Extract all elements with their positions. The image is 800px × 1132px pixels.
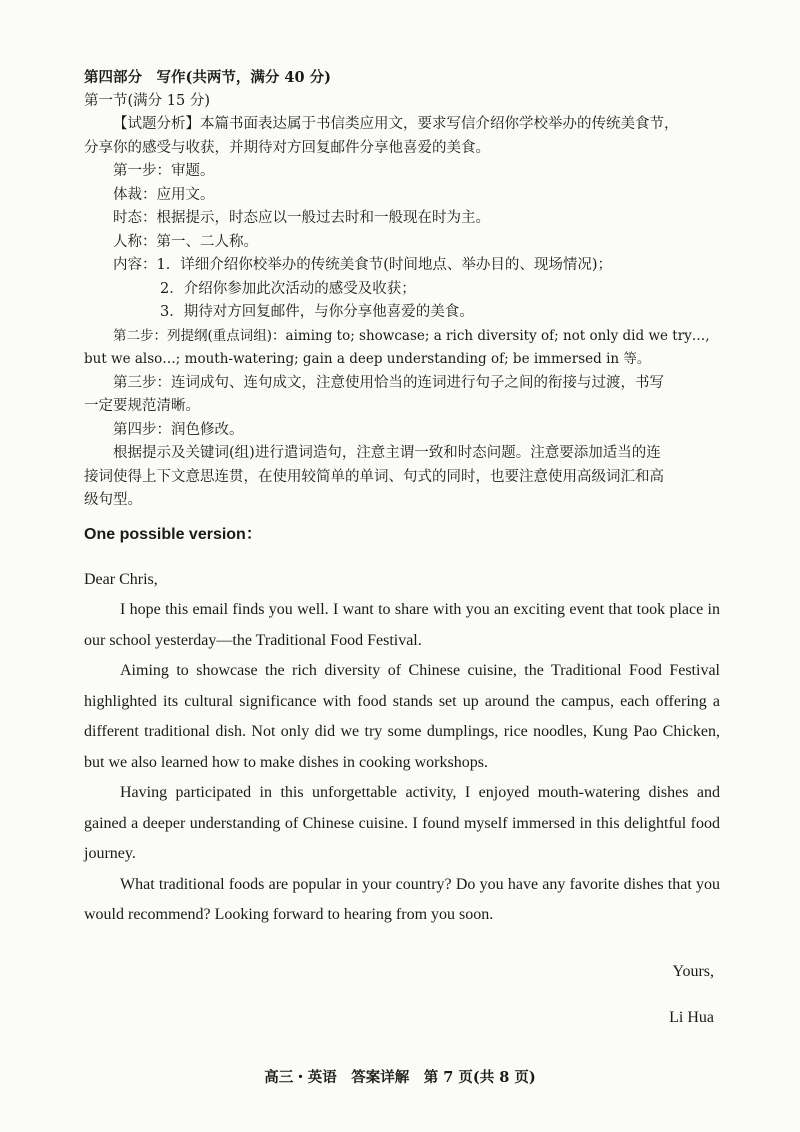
letter-greeting: Dear Chris, (84, 570, 158, 588)
person-line: 人称：第一、二人称。 (113, 233, 258, 250)
genre-line: 体裁：应用文。 (113, 186, 215, 203)
letter-paragraph: I hope this email finds you well. I want to share with you an exciting event that took place in our school yesterday—the Traditional Food Festival. (84, 601, 720, 649)
step-three-line: 一定要规范清晰。 (84, 398, 200, 414)
letter-signature: Li Hua (669, 1008, 714, 1026)
letter-paragraph: Having participated in this unforgettable activity, I enjoyed mouth-watering dishes and gained a deeper understanding of Chinese cuisine. I found myself immersed in this delightful food journey. (84, 784, 720, 862)
letter-paragraph: Aiming to showcase the rich diversity of Chinese cuisine, the Traditional Food Festival highlighted its cultural significance with food stands set up around the campus, each offering a different traditional dish. Not only did we try some dumplings, rice noodles, Kung Pao Chicken, but we also learned how to make dishes in cooking workshops. (84, 662, 720, 771)
content-item: 3．期待对方回复邮件，与你分享他喜爱的美食。 (160, 304, 474, 320)
answer-page (84, 66, 720, 1049)
step-one: 第一步：审题。 (113, 163, 215, 179)
step-two-line: but we also…; mouth-watering; gain a deep understanding of; be immersed in 等。 (84, 351, 651, 367)
summary-line: 接词使得上下文意思连贯，在使用较简单的单词、句式的同时，也要注意使用高级词汇和高 (84, 468, 664, 485)
summary-line: 根据提示及关键词(组)进行遣词造句，注意主谓一致和时态问题。注意要添加适当的连 (113, 445, 661, 461)
sample-version (84, 521, 720, 1033)
letter-closing: Yours, (672, 962, 714, 980)
analysis-intro-line: 【试题分析】本篇书面表达属于书信类应用文，要求写信介绍你学校举办的传统美食节， (113, 116, 679, 132)
version-heading: One possible version： (84, 525, 262, 543)
step-three-line: 第三步：连词成句、连句成文，注意使用恰当的连词进行句子之间的衔接与过渡，书写 (113, 374, 664, 391)
content-item: 2．介绍你参加此次活动的感受及收获； (160, 280, 416, 297)
summary-line: 级句型。 (84, 492, 142, 508)
page-footer: 高三・英语 答案详解 第 7 页(共 8 页) (264, 1069, 536, 1086)
letter-paragraph: What traditional foods are popular in your country? Do you have any favorite dishes that you would recommend? Looking forward to hearing from you soon. (84, 875, 720, 923)
subsection-title: 第一节(满分 15 分) (84, 92, 210, 109)
part-title: 第四部分 写作(共两节，满分 40 分) (84, 69, 331, 86)
tense-line: 时态：根据提示，时态应以一般过去时和一般现在时为主。 (113, 210, 490, 226)
content-item: 内容：1．详细介绍你校举办的传统美食节(时间地点、举办目的、现场情况)； (113, 257, 613, 273)
step-two-line: 第二步：列提纲(重点词组)：aiming to; showcase; a rich diversity of; not only did we try…, (113, 327, 710, 344)
analysis-intro-line: 分享你的感受与收获，并期待对方回复邮件分享他喜爱的美食。 (84, 139, 490, 156)
step-four: 第四步：润色修改。 (113, 421, 244, 438)
analysis-section (84, 113, 720, 513)
